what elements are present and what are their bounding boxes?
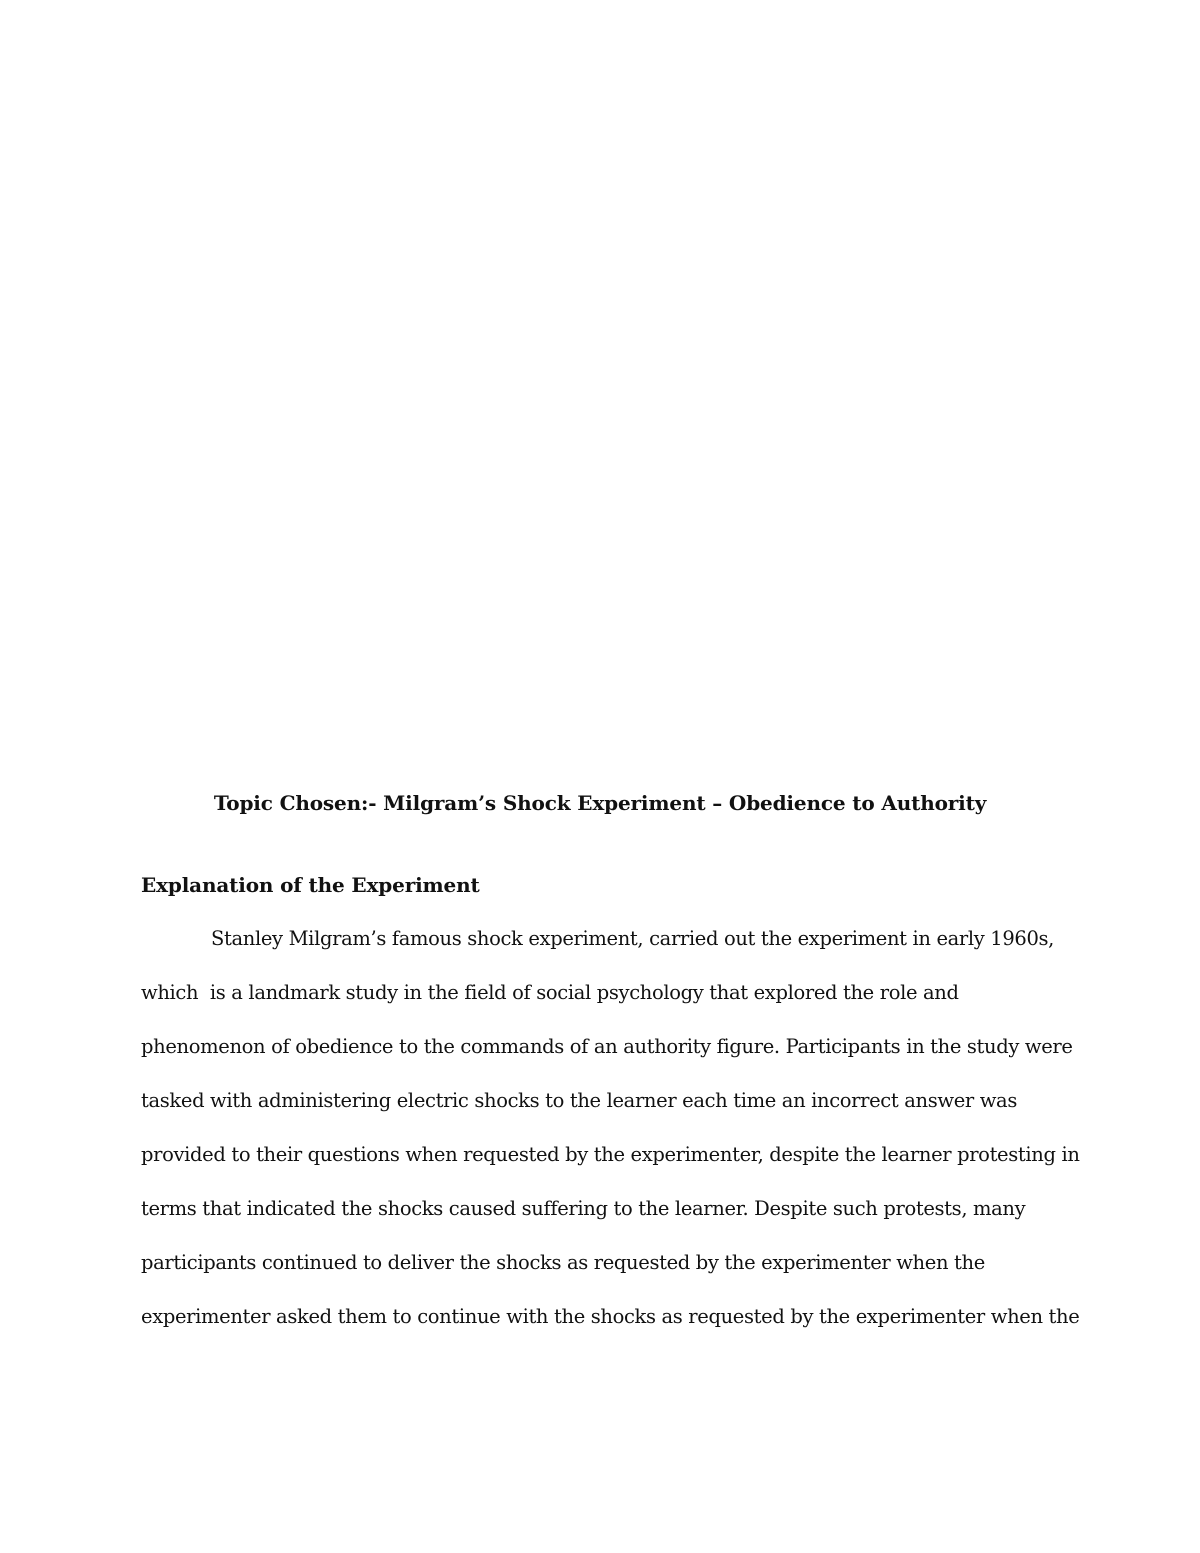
document-title: Topic Chosen:- Milgram’s Shock Experiment – Obedience to Authority <box>213 791 987 815</box>
section-heading: Explanation of the Experiment <box>141 873 480 897</box>
paragraph-line: provided to their questions when requested by the experimenter, despite the learner protesting in <box>141 1143 1080 1166</box>
paragraph-line: phenomenon of obedience to the commands of an authority figure. Participants in the study were <box>141 1035 1073 1058</box>
paragraph-line: participants continued to deliver the shocks as requested by the experimenter when the <box>141 1251 985 1274</box>
paragraph-line: which is a landmark study in the field of social psychology that explored the role and <box>141 981 959 1004</box>
paragraph-line: Stanley Milgram’s famous shock experiment, carried out the experiment in early 1960s, <box>211 927 1055 950</box>
paragraph-line: experimenter asked them to continue with the shocks as requested by the experimenter when the <box>141 1305 1080 1328</box>
paragraph-line: tasked with administering electric shocks to the learner each time an incorrect answer was <box>141 1089 1017 1112</box>
paragraph-line: terms that indicated the shocks caused suffering to the learner. Despite such protests, many <box>141 1197 1026 1220</box>
